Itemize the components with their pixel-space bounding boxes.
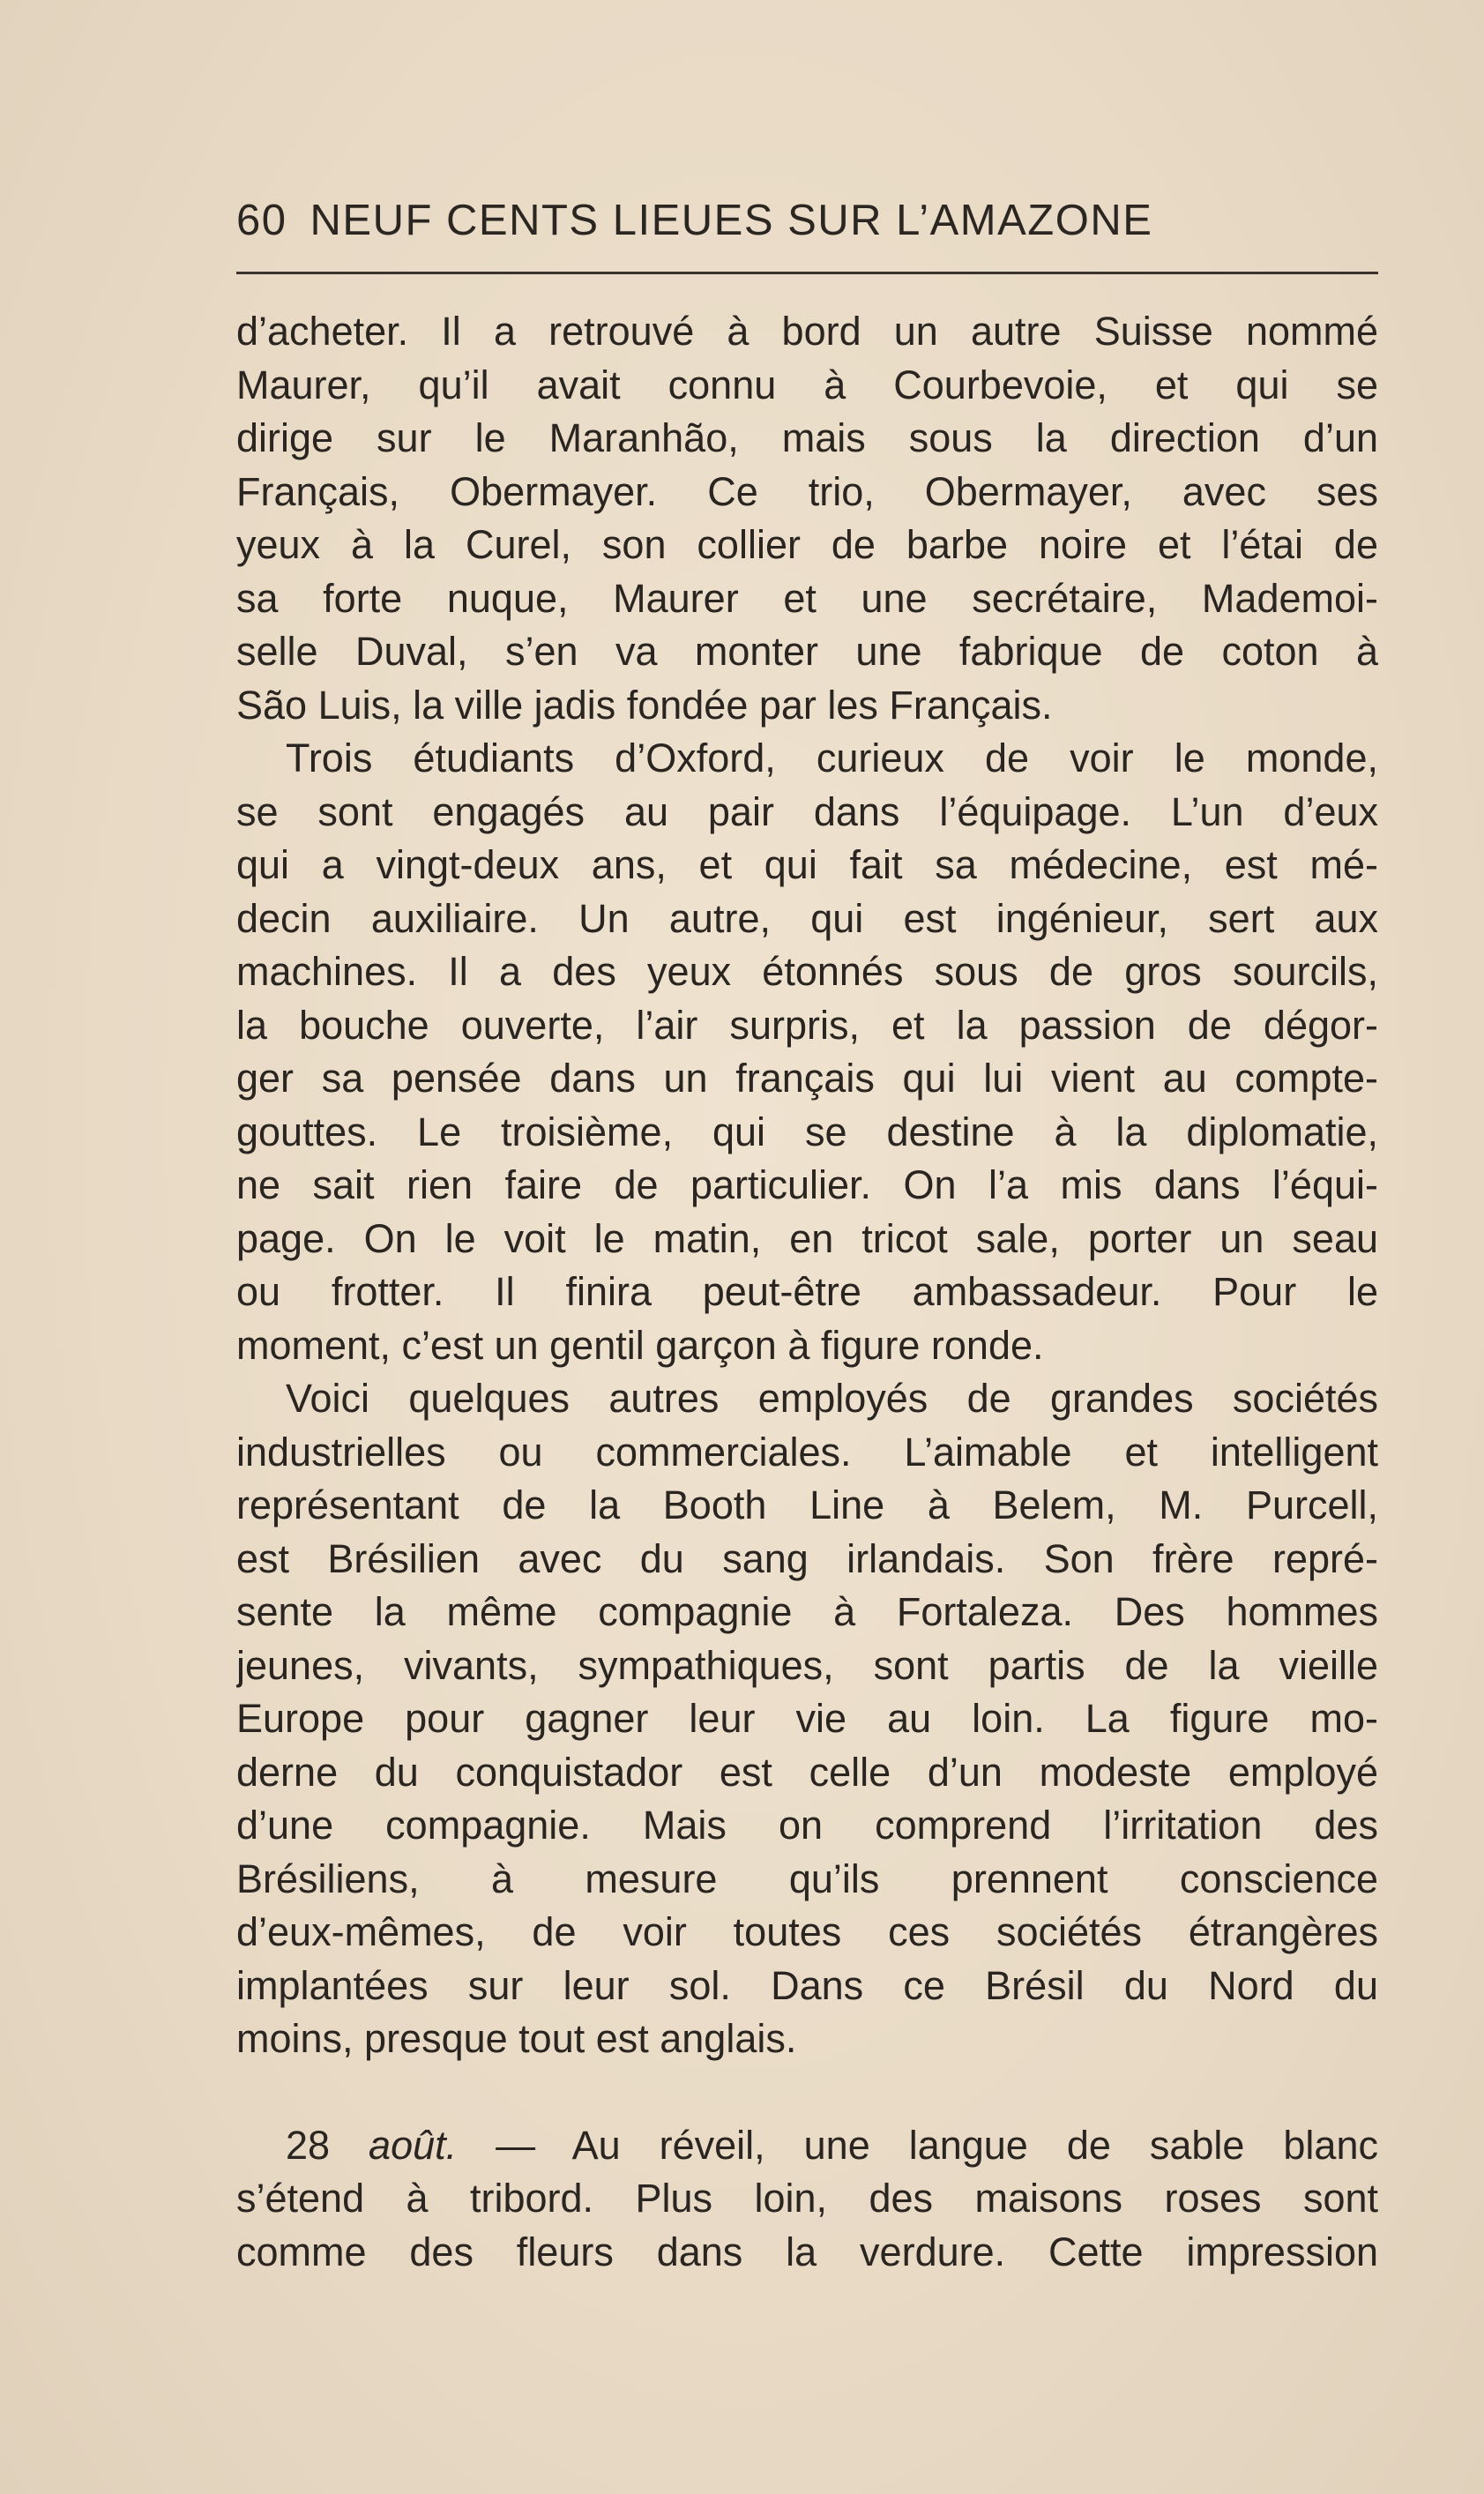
text-line: Voici quelques autres employés de grandes sociétés	[286, 1376, 1378, 1421]
text-line: d’eux-mêmes, de voir toutes ces sociétés étrangères	[236, 1909, 1378, 1954]
entry-first-line: — Au réveil, une langue de sable blanc	[496, 2122, 1378, 2168]
text-line: ou frotter. Il finira peut-être ambassadeur. Pour le	[236, 1269, 1378, 1314]
text-line: sa forte nuque, Maurer et une secrétaire, Mademoi-	[236, 575, 1378, 621]
text-line: sente la même compagnie à Fortaleza. Des hommes	[236, 1589, 1378, 1634]
entry-day: 28	[286, 2122, 331, 2168]
paragraph-1	[236, 305, 1378, 732]
text-line: selle Duval, s’en va monter une fabrique de coton à	[236, 629, 1378, 674]
text-line: jeunes, vivants, sympathiques, sont partis de la vieille	[236, 1642, 1378, 1688]
text-line: moins, presque tout est anglais.	[236, 2016, 797, 2061]
text-line: São Luis, la ville jadis fondée par les Français.	[236, 682, 1053, 728]
text-line: qui a vingt-deux ans, et qui fait sa médecine, est mé-	[236, 842, 1378, 887]
text-line: industrielles ou commerciales. L’aimable et intelligent	[236, 1429, 1378, 1475]
text-line: représentant de la Booth Line à Belem, M. Purcell,	[236, 1482, 1378, 1527]
text-line: dirige sur le Maranhão, mais sous la direction d’un	[236, 415, 1378, 460]
text-line: page. On le voit le matin, en tricot sale, porter un seau	[236, 1215, 1378, 1261]
entry-month: août.	[369, 2122, 458, 2168]
body-text	[236, 305, 1378, 2279]
text-line: d’une compagnie. Mais on comprend l’irritation des	[236, 1803, 1378, 1848]
text-line: machines. Il a des yeux étonnés sous de gros sourcils,	[236, 949, 1378, 994]
text-line: Brésiliens, à mesure qu’ils prennent conscience	[236, 1856, 1378, 1901]
text-line: se sont engagés au pair dans l’équipage. L’un d’eux	[236, 788, 1378, 834]
text-line: ne sait rien faire de particulier. On l’a mis dans l’équi-	[236, 1162, 1378, 1207]
text-line: la bouche ouverte, l’air surpris, et la passion de dégor-	[236, 1002, 1378, 1048]
running-title: NEUF CENTS LIEUES SUR L’AMAZONE	[309, 197, 1153, 244]
text-line: Europe pour gagner leur vie au loin. La figure mo-	[236, 1696, 1378, 1741]
text-line: Maurer, qu’il avait connu à Courbevoie, et qui se	[236, 362, 1378, 407]
text-line: implantées sur leur sol. Dans ce Brésil du Nord du	[236, 1962, 1378, 2008]
paragraph-3	[236, 1372, 1378, 2066]
section-gap	[236, 2066, 1378, 2119]
page-number: 60	[236, 197, 287, 244]
header-rule	[236, 272, 1378, 274]
running-header	[236, 196, 1378, 252]
text-line: est Brésilien avec du sang irlandais. Son frère repré-	[236, 1535, 1378, 1581]
text-line: yeux à la Curel, son collier de barbe noire et l’étai de	[236, 522, 1378, 567]
text-line: gouttes. Le troisième, qui se destine à la diplomatie,	[236, 1109, 1378, 1154]
text-line: derne du conquistador est celle d’un modeste employé	[236, 1749, 1378, 1795]
paragraph-2	[236, 732, 1378, 1372]
text-line: d’acheter. Il a retrouvé à bord un autre Suisse nommé	[236, 309, 1378, 354]
text-line: comme des fleurs dans la verdure. Cette impression	[236, 2229, 1378, 2274]
text-line: Trois étudiants d’Oxford, curieux de voir le monde,	[286, 736, 1378, 780]
text-line: moment, c’est un gentil garçon à figure ronde.	[236, 1322, 1044, 1368]
text-line: ger sa pensée dans un français qui lui vient au compte-	[236, 1056, 1378, 1101]
dated-entry	[236, 2119, 1378, 2280]
text-line: s’étend à tribord. Plus loin, des maisons roses sont	[236, 2176, 1378, 2221]
text-line: decin auxiliaire. Un autre, qui est ingénieur, sert aux	[236, 895, 1378, 941]
text-line: Français, Obermayer. Ce trio, Obermayer, avec ses	[236, 468, 1378, 514]
text-line	[236, 2119, 1378, 2173]
